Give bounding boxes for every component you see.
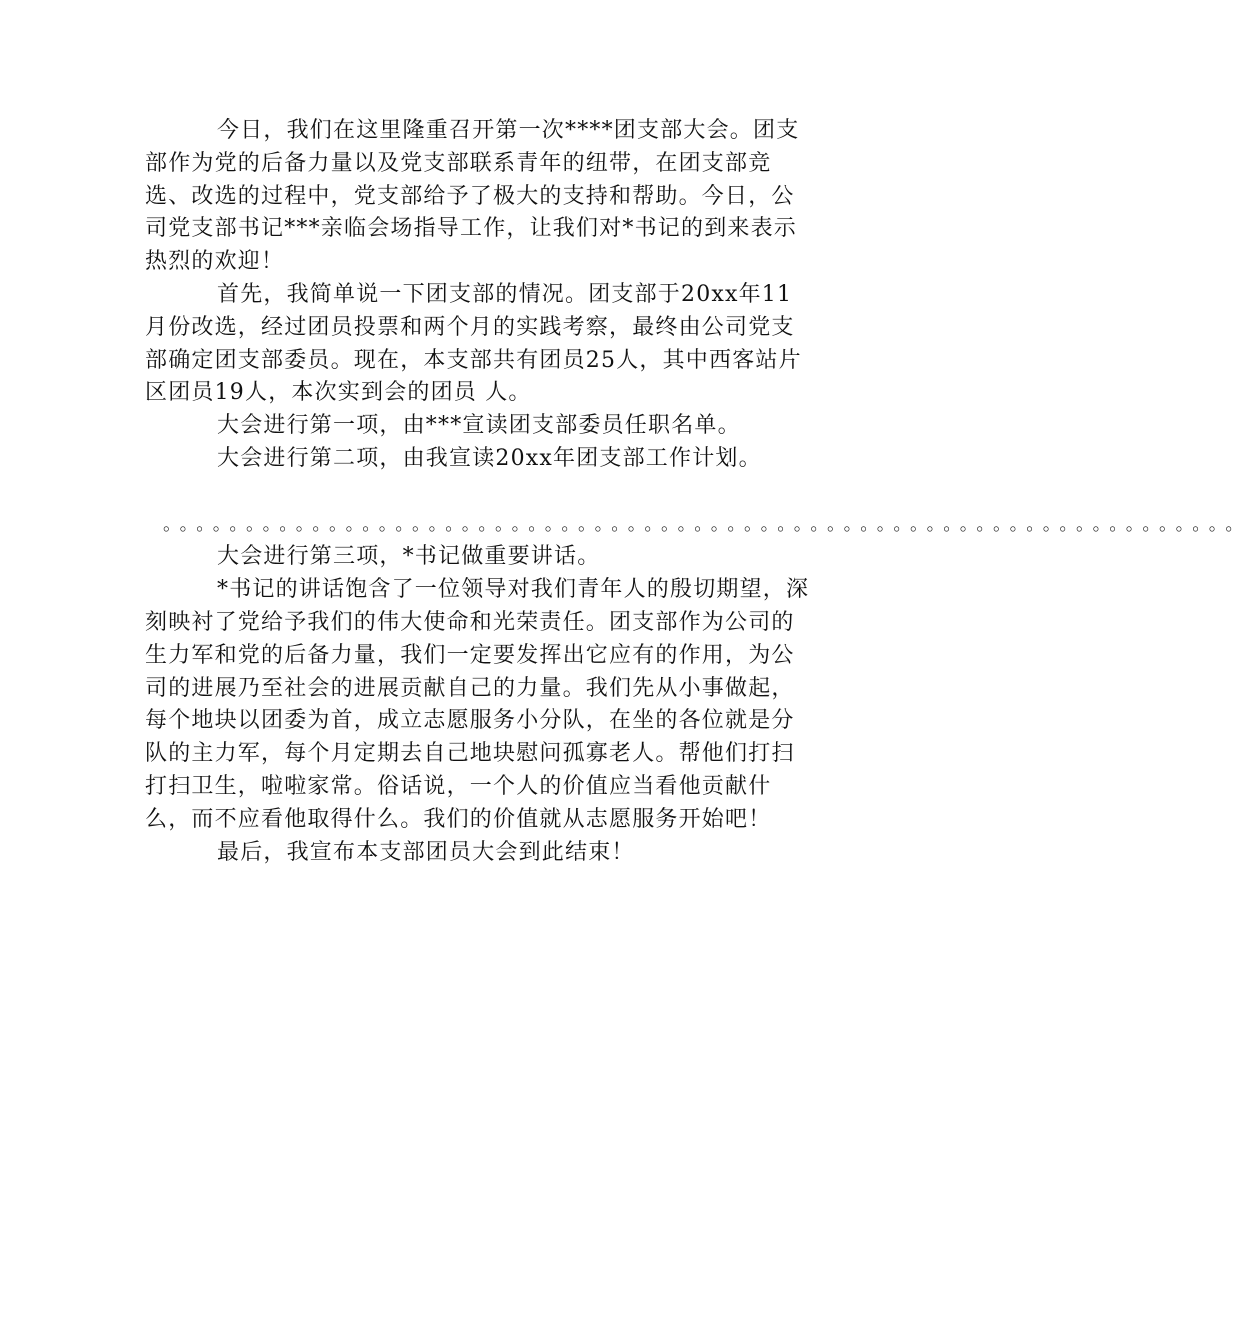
paragraph-item-two: 大会进行第二项，由我宣读20xx年团支部工作计划。 bbox=[217, 445, 762, 471]
paragraph-item-one: 大会进行第一项，由***宣读团支部委员任职名单。 bbox=[217, 413, 741, 439]
paragraph-opening: 今日，我们在这里隆重召开第一次****团支部大会。团支部作为党的后备力量以及党支部联系青年的纽带，在团支部竞选、改选的过程中，党支部给予了极大的支持和帮助。今日，公司党支部书记***亲临会场指导工作，让我们对*书记的到来表示热烈的欢迎！ bbox=[145, 118, 800, 275]
document-body bbox=[145, 115, 1251, 869]
ellipsis-dots: 。。。。。。。。。。。。。。。。。。。。。。。。。。。。。。。。。。。。。。。。。。。。。。。。。。。。。。。。。。。。。。。。。 bbox=[163, 513, 1251, 535]
paragraph-item-three: 大会进行第三项，*书记做重要讲话。 bbox=[217, 544, 601, 570]
paragraph-closing: 最后，我宣布本支部团员大会到此结束！ bbox=[217, 839, 635, 865]
paragraph-secretary-speech: *书记的讲话饱含了一位领导对我们青年人的殷切期望，深刻映衬了党给予我们的伟大使命和光荣责任。团支部作为公司的生力军和党的后备力量，我们一定要发挥出它应有的作用，为公司的进展乃至社会的进展贡献自己的力量。我们先从小事做起，每个地块以团委为首，成立志愿服务小分队，在坐的各位就是分队的主力军，每个月定期去自己地块慰问孤寡老人。帮他们打扫打扫卫生，啦啦家常。俗话说，一个人的价值应当看他贡献什么，而不应看他取得什么。我们的价值就从志愿服务开始吧！ bbox=[145, 577, 810, 832]
blank-line bbox=[145, 476, 810, 509]
paragraph-branch-status: 首先，我简单说一下团支部的情况。团支部于20xx年11月份改选，经过团员投票和两个月的实践考察，最终由公司党支部确定团支部委员。现在，本支部共有团员25人，其中西客站片区团员19人，本次实到会的团员 人。 bbox=[145, 281, 802, 406]
